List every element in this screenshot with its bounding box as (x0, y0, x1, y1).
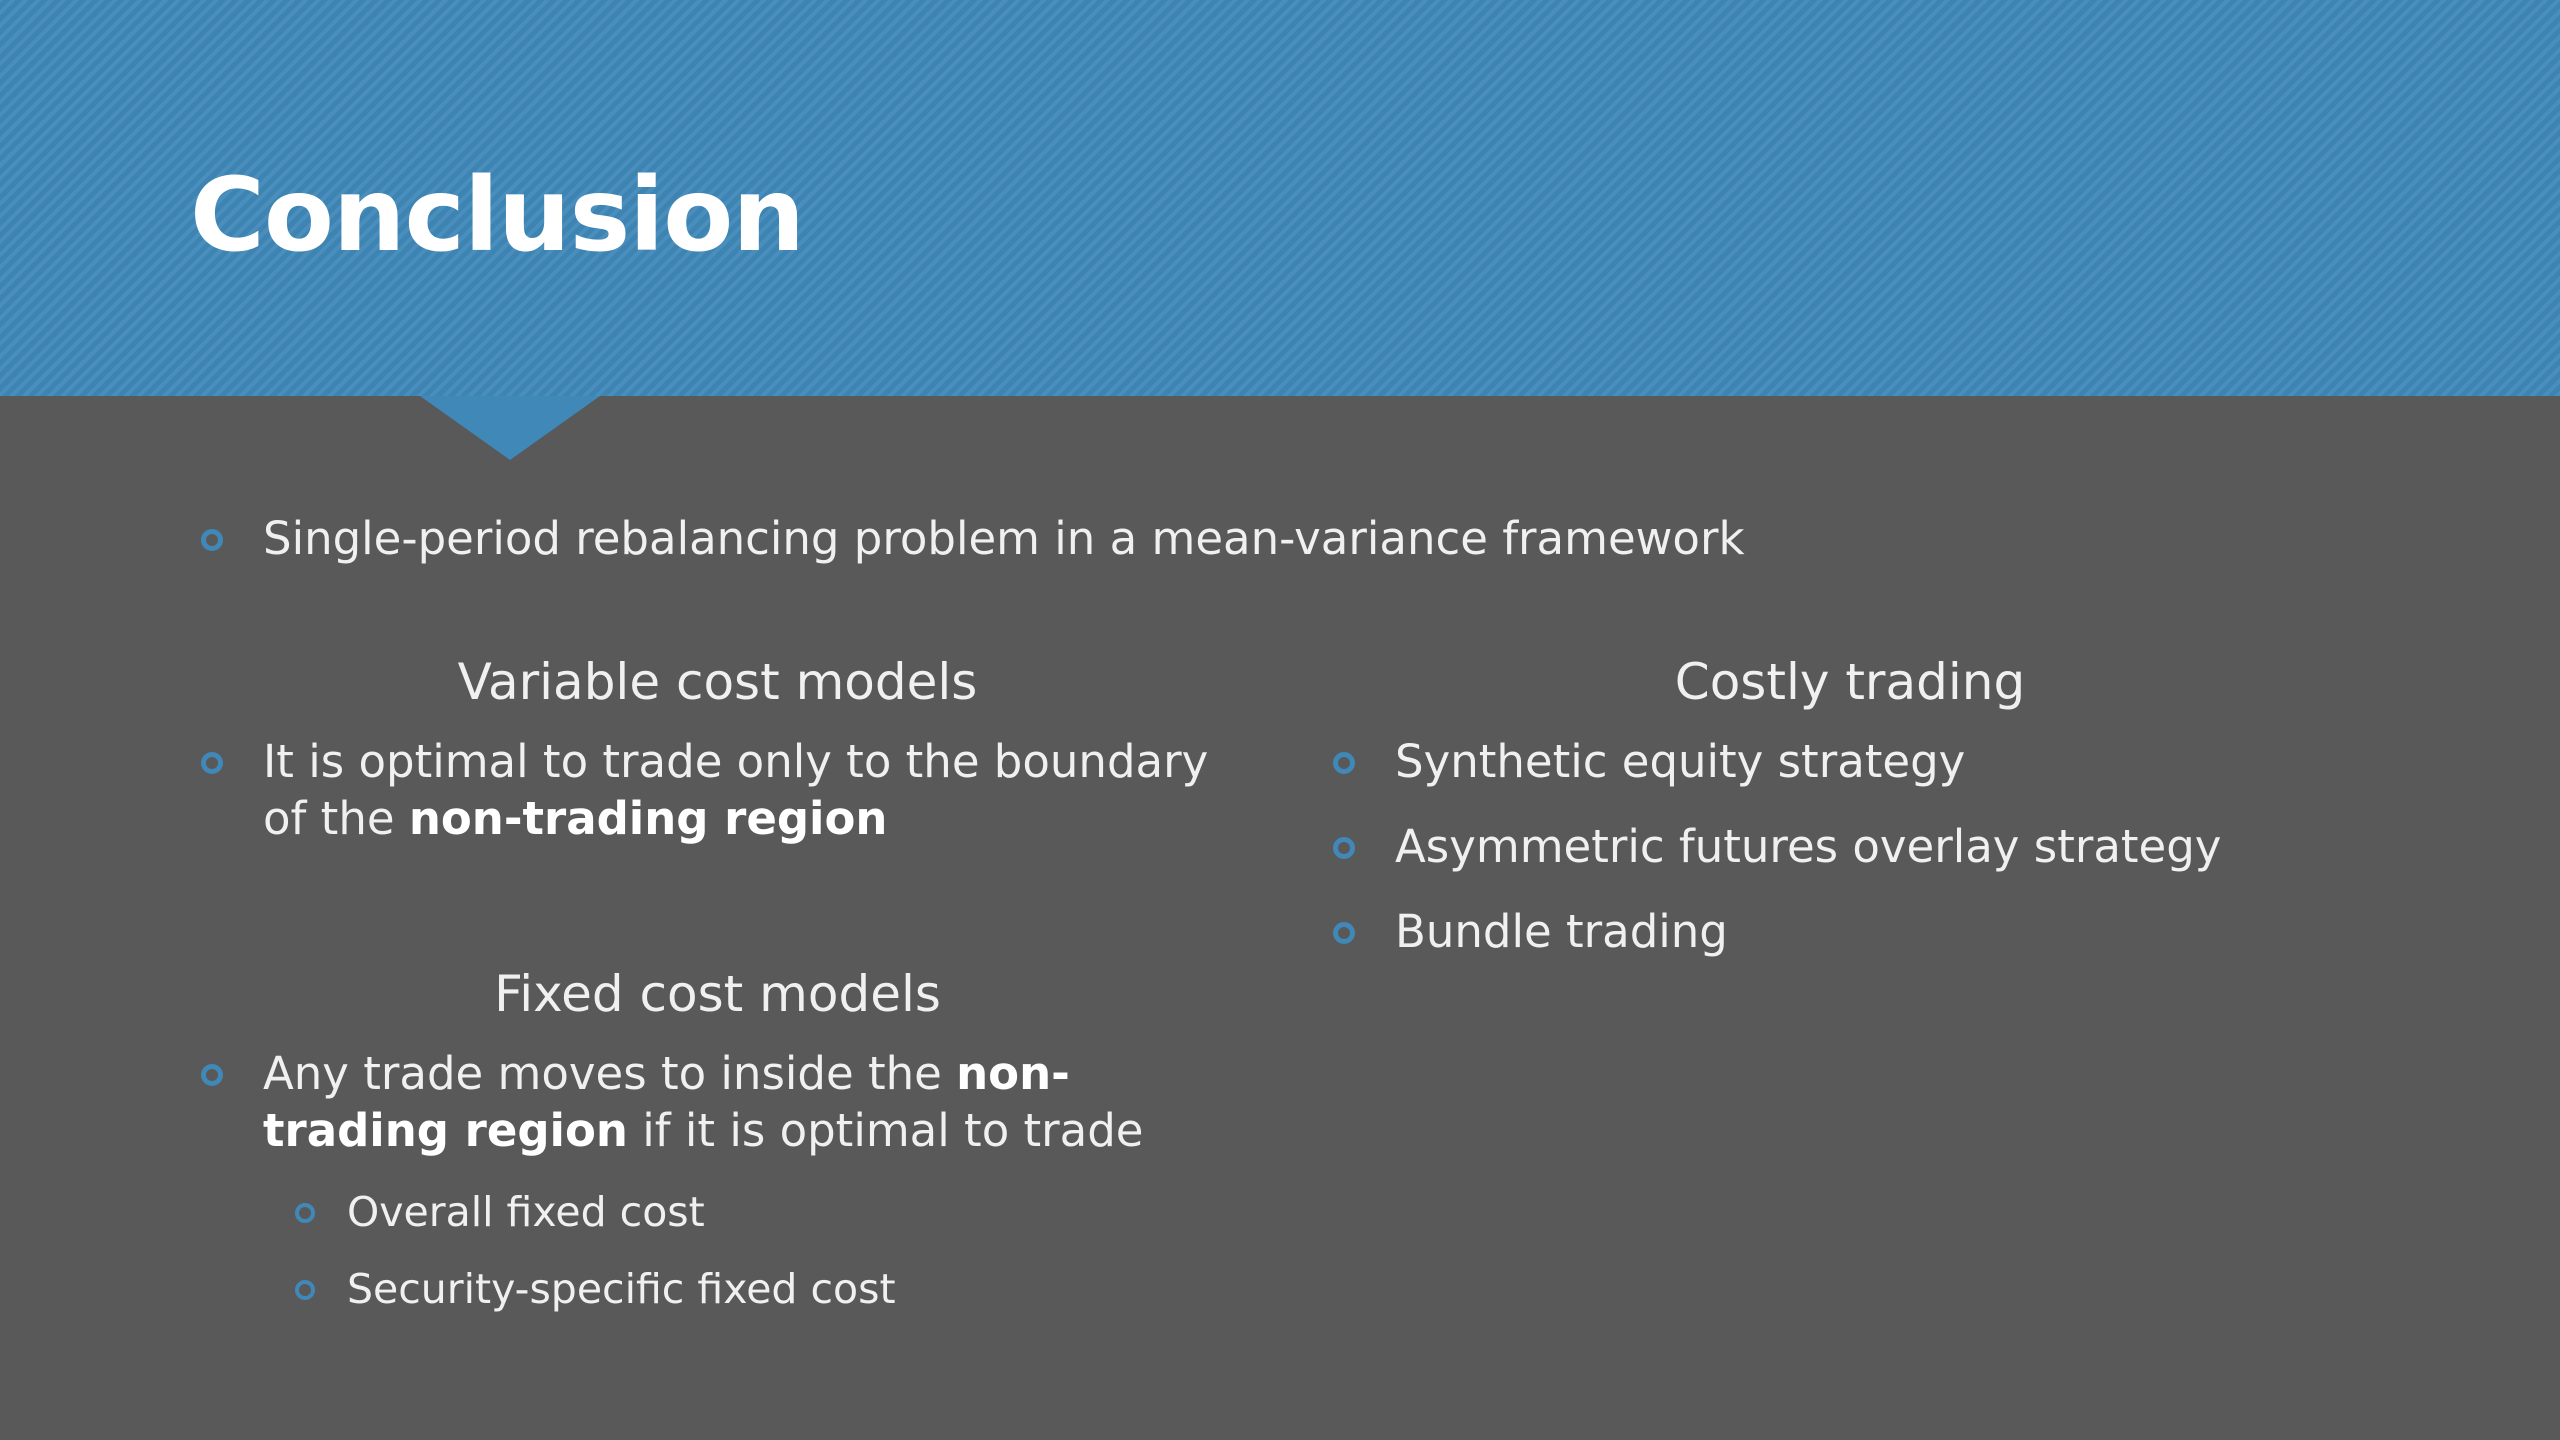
fixed-cost-bullet-text: Any trade moves to inside the (263, 1047, 942, 1100)
bullet-ring-icon (1333, 922, 1355, 944)
sub-item-security-specific-fixed-cost: Security-specific fixed cost (347, 1265, 896, 1313)
bullet-ring-icon (201, 752, 223, 774)
variable-cost-heading: Variable cost models (457, 653, 978, 711)
variable-cost-bullet (263, 733, 1263, 847)
variable-cost-bullet-bold: non-trading region (408, 792, 888, 845)
costly-trading-heading: Costly trading (1674, 653, 2026, 711)
sub-item-overall-fixed-cost: Overall fixed cost (347, 1188, 705, 1236)
fixed-cost-bullet-bold: non-trading region (263, 1047, 1070, 1157)
fixed-cost-bullet (263, 1045, 1163, 1159)
fixed-cost-bullet-tail: if it is optimal to trade (642, 1104, 1144, 1157)
bullet-ring-icon (201, 529, 223, 551)
bullet-ring-icon (201, 1064, 223, 1086)
sub-bullet-ring-icon (295, 1203, 315, 1223)
costly-trading-item: Asymmetric futures overlay strategy (1395, 820, 2222, 873)
fixed-cost-heading: Fixed cost models (494, 965, 941, 1023)
costly-trading-item: Synthetic equity strategy (1395, 735, 1966, 788)
title-band-notch (420, 396, 600, 460)
sub-bullet-ring-icon (295, 1280, 315, 1300)
slide-title: Conclusion (190, 156, 804, 275)
bullet-ring-icon (1333, 837, 1355, 859)
costly-trading-item: Bundle trading (1395, 905, 1728, 958)
variable-cost-bullet-text: It is optimal to trade only to the boundary of the (263, 735, 1209, 845)
intro-bullet-text: Single-period rebalancing problem in a mean-variance framework (263, 512, 1745, 565)
bullet-ring-icon (1333, 752, 1355, 774)
